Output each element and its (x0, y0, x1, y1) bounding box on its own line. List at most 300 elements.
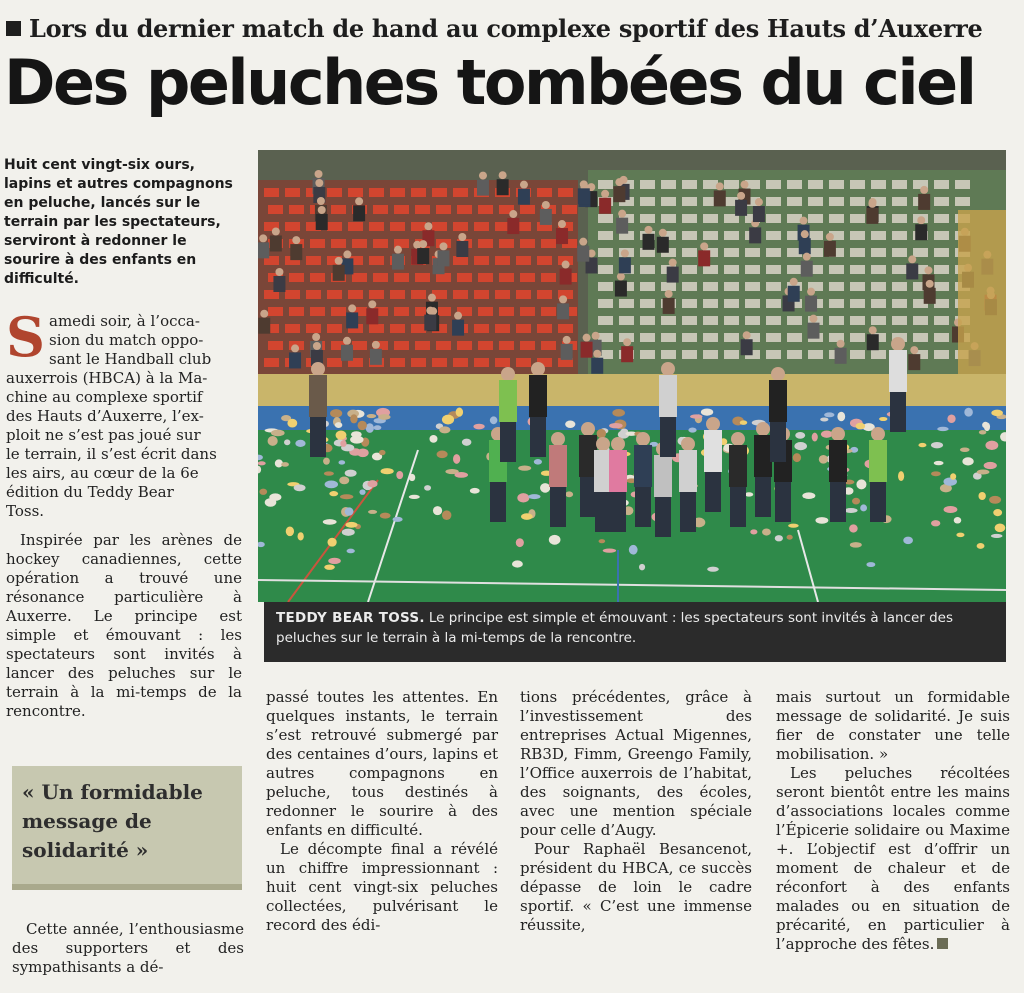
seat (499, 273, 514, 282)
seat (289, 205, 304, 214)
seat (703, 316, 718, 325)
paragraph: passé toutes les attentes. En quelques instants, le terrain s’est retrouvé submergé par des centaines d’ours, lapins et autres compagnons en peluche, tous destinés à redonner le sourire à des enfants en difficulté. (266, 688, 498, 839)
person-legs (635, 487, 651, 527)
seat (850, 282, 865, 291)
seat (640, 197, 655, 206)
plush-toy (856, 423, 866, 430)
seat (724, 265, 739, 274)
spectator-head (924, 266, 932, 274)
plush-toy (323, 519, 337, 525)
seat (478, 205, 493, 214)
seat (661, 180, 676, 189)
text-line: Toss. (6, 502, 45, 520)
plush-toy (518, 465, 531, 470)
plush-toy (775, 535, 783, 541)
seat (640, 299, 655, 308)
spectator-head (317, 197, 325, 205)
seat (537, 188, 552, 197)
seat (934, 214, 949, 223)
seat (787, 333, 802, 342)
seat (478, 307, 493, 316)
spectator-head (355, 197, 363, 205)
drop-cap: S (6, 305, 45, 369)
seat (934, 231, 949, 240)
seat (474, 290, 489, 299)
seat (558, 324, 573, 333)
spectator-body (667, 267, 679, 283)
plush-toy (819, 455, 828, 464)
spectator-body (289, 352, 301, 368)
seat (871, 350, 886, 359)
seat (352, 341, 367, 350)
seat (474, 324, 489, 333)
seat (369, 290, 384, 299)
spectator-body (749, 227, 761, 243)
spectator-body (867, 334, 879, 350)
person-head (596, 437, 610, 451)
person-head (311, 362, 325, 376)
plush-toy (954, 517, 962, 523)
spectator-head (809, 315, 817, 323)
person-legs (595, 492, 611, 532)
paragraph: Le décompte final a révélé un chiffre impressionnant : huit cent vingt-six peluches collectées, pulvérisant le record des édi- (266, 840, 498, 934)
spectator-body (621, 346, 633, 362)
spectator-head (292, 236, 300, 244)
spectator-head (348, 304, 356, 312)
person-legs (755, 477, 771, 517)
seat (934, 282, 949, 291)
person-head (681, 437, 695, 451)
plush-toy (540, 483, 550, 493)
seat (640, 333, 655, 342)
spectator-head (910, 346, 918, 354)
seat (892, 282, 907, 291)
seat (436, 205, 451, 214)
plush-toy (565, 491, 573, 497)
spectator-body (497, 179, 509, 195)
plush-toy (612, 409, 625, 417)
seat (285, 324, 300, 333)
seat (411, 222, 426, 231)
plush-toy (802, 492, 815, 499)
person-head (771, 367, 785, 381)
spectator-body (619, 257, 631, 273)
plush-toy (931, 442, 943, 448)
plush-toy (378, 414, 390, 420)
plush-toy (286, 526, 294, 536)
plush-toy (995, 523, 1006, 532)
spectator-head (621, 249, 629, 257)
spectator-head (868, 200, 876, 208)
seat (871, 265, 886, 274)
plush-toy (294, 484, 306, 491)
seat (808, 350, 823, 359)
spectator-body (753, 206, 765, 222)
person-head (831, 427, 845, 441)
seat (871, 180, 886, 189)
plush-toy (979, 430, 986, 434)
plush-toy (287, 419, 297, 428)
seat (289, 307, 304, 316)
plush-toy (368, 510, 377, 514)
spectator-body (824, 241, 836, 257)
spectator-body (599, 198, 611, 214)
plush-toy (860, 504, 867, 511)
plush-toy (597, 429, 606, 438)
plush-toy (918, 443, 926, 447)
seat (682, 316, 697, 325)
seat (541, 341, 556, 350)
seat (871, 248, 886, 257)
spectator-body (616, 218, 628, 234)
plush-toy (964, 408, 973, 417)
plush-toy (991, 410, 1003, 416)
plush-toy (629, 545, 638, 555)
plush-toy (793, 453, 801, 462)
spectator-body (642, 234, 654, 250)
plush-toy (345, 470, 357, 477)
seat (850, 180, 865, 189)
seat (415, 341, 430, 350)
seat (934, 350, 949, 359)
spectator-head (741, 181, 749, 189)
seat (808, 214, 823, 223)
seat (850, 316, 865, 325)
seat (661, 197, 676, 206)
text-line: sion du match oppo- (49, 331, 204, 349)
person-head (661, 362, 675, 376)
seat (892, 265, 907, 274)
seat (934, 248, 949, 257)
seat (724, 333, 739, 342)
text-line: chine au complexe sportif (6, 388, 203, 406)
seat (598, 231, 613, 240)
article-column-1-end (12, 920, 244, 977)
plush-toy (794, 442, 807, 450)
person-legs (550, 487, 566, 527)
plush-toy (866, 562, 875, 567)
seat (808, 180, 823, 189)
plush-toy (931, 520, 940, 526)
spectator-head (592, 332, 600, 340)
plush-toy (984, 422, 990, 431)
plush-toy (977, 543, 985, 549)
seat (516, 324, 531, 333)
seat (913, 248, 928, 257)
seat (327, 324, 342, 333)
seat (850, 214, 865, 223)
spectator-head (908, 255, 916, 263)
plush-toy (366, 423, 374, 433)
seat (661, 214, 676, 223)
person-body (679, 450, 697, 492)
person-legs (490, 482, 506, 522)
seat (478, 341, 493, 350)
plush-toy (357, 448, 369, 457)
seat (541, 307, 556, 316)
person-head (551, 432, 565, 446)
plush-toy (393, 517, 403, 522)
person-body (889, 350, 907, 392)
seat (457, 341, 472, 350)
seat (724, 231, 739, 240)
person-legs (655, 497, 671, 537)
seat (474, 358, 489, 367)
seat (934, 316, 949, 325)
kicker-text: Lors du dernier match de hand au complexe sportif des Hauts d’Auxerre (29, 14, 983, 43)
seat (850, 333, 865, 342)
seat (766, 214, 781, 223)
seat (474, 222, 489, 231)
seat (348, 222, 363, 231)
plush-toy (351, 431, 362, 437)
person-body (549, 445, 567, 487)
seat (955, 180, 970, 189)
spectator-body (270, 235, 282, 251)
spectator-head (275, 268, 283, 276)
plush-toy (269, 493, 281, 501)
seat (808, 197, 823, 206)
spectator-head (559, 295, 567, 303)
seat (390, 222, 405, 231)
seat (598, 265, 613, 274)
seat (310, 239, 325, 248)
spectator-head (563, 336, 571, 344)
spectator-body (615, 281, 627, 297)
caption-label: TEDDY BEAR TOSS. (276, 610, 425, 626)
seat (703, 180, 718, 189)
spectator-head (716, 182, 724, 190)
seat (453, 222, 468, 231)
spectator-head (368, 300, 376, 308)
plush-toy (787, 535, 793, 540)
plush-toy (330, 409, 342, 418)
plush-toy (837, 412, 845, 421)
seat (411, 358, 426, 367)
caption-text: Le principe est simple et émouvant : les spectateurs sont invités à lancer des peluches sur le terrain à la mi-temps de la rencontre. (276, 610, 954, 646)
seat (390, 188, 405, 197)
plush-toy (324, 471, 334, 475)
seat (724, 248, 739, 257)
person-head (611, 437, 625, 451)
person-head (501, 367, 515, 381)
spectator-head (520, 181, 528, 189)
plush-toy (788, 524, 799, 528)
spectator-head (755, 198, 763, 206)
spectator-body (273, 276, 285, 292)
article-column-3 (520, 688, 752, 935)
seat (955, 197, 970, 206)
seat (745, 299, 760, 308)
spectator-body (906, 263, 918, 279)
article-column-2 (266, 688, 498, 935)
seat (310, 273, 325, 282)
seat (745, 248, 760, 257)
seat (913, 333, 928, 342)
plush-toy (991, 534, 1003, 538)
spectator-head (312, 333, 320, 341)
plush-toy (335, 422, 343, 428)
plush-toy (340, 494, 353, 499)
spectator-head (454, 312, 462, 320)
plush-toy (328, 558, 341, 564)
spectator-body (560, 269, 572, 285)
seat (829, 299, 844, 308)
plush-toy (350, 414, 357, 423)
text-line: auxerrois (HBCA) à la Ma- (6, 369, 208, 387)
spectator-head (917, 216, 925, 224)
seat (520, 205, 535, 214)
spectator-head (315, 179, 323, 187)
seat (268, 205, 283, 214)
seat (285, 188, 300, 197)
seat (892, 180, 907, 189)
plush-toy (433, 506, 442, 515)
spectator-head (558, 220, 566, 228)
plush-toy (473, 424, 484, 430)
plush-toy (359, 489, 365, 495)
spectator-body (799, 238, 811, 254)
plush-toy (462, 439, 471, 446)
seat (619, 316, 634, 325)
person-legs (830, 482, 846, 522)
person-head (731, 432, 745, 446)
seat (436, 307, 451, 316)
seat (352, 239, 367, 248)
spectator-head (509, 210, 517, 218)
seat (661, 316, 676, 325)
person-body (654, 455, 672, 497)
seat (390, 290, 405, 299)
spectator-head (291, 344, 299, 352)
seat (369, 256, 384, 265)
seat (871, 282, 886, 291)
seat (724, 350, 739, 359)
seat (541, 273, 556, 282)
spectator-body (735, 200, 747, 216)
seat (415, 273, 430, 282)
plush-toy (517, 493, 529, 502)
spectator-body (741, 339, 753, 355)
seat (331, 307, 346, 316)
plush-toy (284, 439, 290, 445)
plush-toy (898, 471, 904, 481)
spectator-body (258, 318, 270, 334)
person-body (309, 375, 327, 417)
seat (934, 197, 949, 206)
plush-toy (453, 454, 460, 464)
spectator-body (258, 242, 269, 258)
seat (913, 316, 928, 325)
seat (850, 350, 865, 359)
seat (285, 290, 300, 299)
kicker-square-icon (6, 21, 21, 36)
spectator-head (593, 350, 601, 358)
seat (745, 282, 760, 291)
spectator-head (807, 288, 815, 296)
spectator-head (617, 273, 625, 281)
seat (661, 282, 676, 291)
seat (598, 248, 613, 257)
plush-toy (512, 560, 523, 567)
seat (598, 180, 613, 189)
person-body (659, 375, 677, 417)
seat (268, 307, 283, 316)
plush-toy (442, 415, 454, 425)
person-body (829, 440, 847, 482)
spectator-body (807, 323, 819, 339)
plush-toy (960, 447, 970, 452)
spectator-body (866, 208, 878, 224)
plush-toy (374, 425, 382, 430)
plush-toy (707, 567, 719, 572)
plush-toy (324, 564, 335, 569)
spectator-head (669, 259, 677, 267)
seat (766, 265, 781, 274)
plush-toy (339, 477, 349, 485)
spectator-head (920, 186, 928, 194)
spectator-body (908, 354, 920, 370)
plush-toy (931, 471, 941, 476)
spectator-body (577, 246, 589, 262)
seat (373, 239, 388, 248)
seat (598, 214, 613, 223)
paragraph: Pour Raphaël Besancenot, président du HBCA, ce succès dépasse de loin le cadre sportif. « C’est une immense réussite, (520, 840, 752, 934)
paragraph: Inspirée par les arènes de hockey canadiennes, cette opération a trouvé une résonance particulière à Auxerre. Le principe est simple et émouvant : les spectateurs sont invités à lancer des peluches sur le terrain à la mi-temps de la rencontre. (6, 531, 242, 720)
seat (745, 265, 760, 274)
seat (682, 197, 697, 206)
paragraph-final (776, 764, 1010, 954)
spectator-body (663, 298, 675, 314)
spectator-head (801, 230, 809, 238)
text-line: édition du Teddy Bear (6, 483, 174, 501)
seat (766, 282, 781, 291)
seat (934, 180, 949, 189)
spectator-head (428, 294, 436, 302)
seat (411, 290, 426, 299)
spectator-body (698, 250, 710, 266)
seat (850, 265, 865, 274)
spectator-body (316, 214, 328, 230)
plush-toy (534, 459, 542, 465)
spectator-head (579, 238, 587, 246)
paragraph: mais surtout un formidable message de solidarité. Je suis fier de constater une telle mobilisation. » (776, 688, 1010, 763)
seat (394, 205, 409, 214)
seat (436, 341, 451, 350)
seat (369, 188, 384, 197)
spectator-head (260, 310, 268, 318)
spectator-body (424, 315, 436, 331)
spectator-head (601, 190, 609, 198)
seat (495, 290, 510, 299)
plush-toy (380, 513, 391, 519)
spectator-body (657, 237, 669, 253)
seat (264, 358, 279, 367)
seat (327, 188, 342, 197)
plush-toy (329, 491, 338, 496)
seat (369, 222, 384, 231)
seat (850, 197, 865, 206)
seat (411, 324, 426, 333)
seat (724, 299, 739, 308)
plush-toy (824, 412, 834, 417)
spectator-body (581, 342, 593, 358)
seat (682, 231, 697, 240)
seat (541, 239, 556, 248)
plush-toy (345, 507, 354, 515)
plush-toy (325, 480, 338, 488)
plush-toy (456, 408, 463, 417)
